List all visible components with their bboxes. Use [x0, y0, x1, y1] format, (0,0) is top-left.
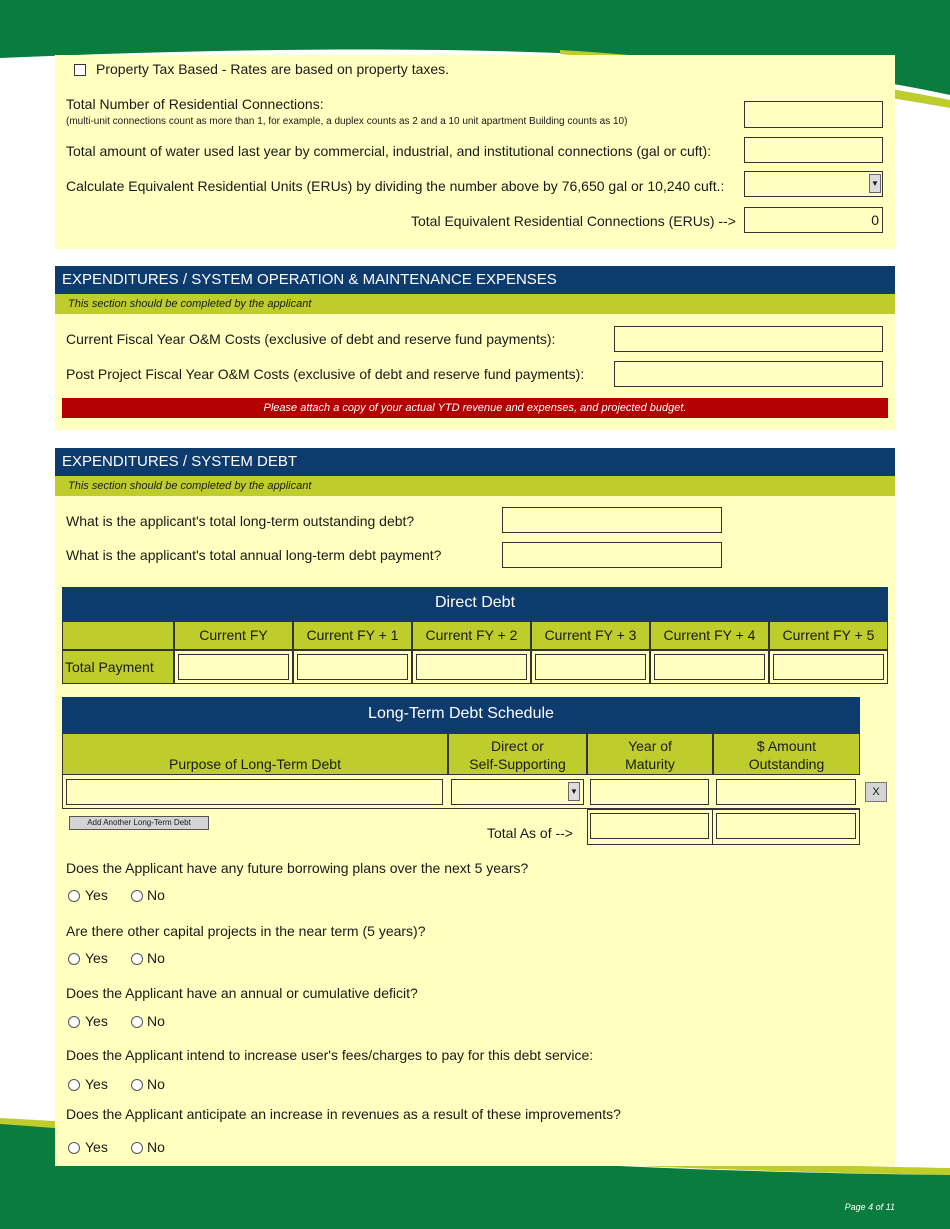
current-om-input[interactable] — [614, 326, 883, 352]
capital-yes-radio[interactable] — [68, 953, 80, 965]
capital-no-label: No — [147, 950, 165, 966]
om-section-subheader: This section should be completed by the applicant — [55, 294, 895, 314]
direct-debt-col-header: Current FY — [174, 621, 293, 650]
question-capital-projects: Are there other capital projects in the near term (5 years)? — [66, 923, 426, 939]
chevron-down-icon[interactable]: ▼ — [568, 782, 580, 801]
direct-debt-row-cell — [174, 650, 293, 684]
residential-connections-note: (multi-unit connections count as more than 1, for example, a duplex counts as 2 and a 10 unit apartment Building counts as 10) — [66, 116, 628, 127]
water-used-input[interactable] — [744, 137, 883, 163]
fees-no-label: No — [147, 1076, 165, 1092]
page-number: Page 4 of 11 — [844, 1202, 895, 1212]
direct-debt-row-cell — [531, 650, 650, 684]
property-tax-label: Property Tax Based - Rates are based on property taxes. — [96, 61, 450, 77]
deficit-yes-radio[interactable] — [68, 1016, 80, 1028]
direct-debt-row-cell — [412, 650, 531, 684]
remove-debt-button[interactable]: X — [865, 782, 887, 802]
total-amount-input[interactable] — [716, 813, 856, 839]
water-used-label: Total amount of water used last year by commercial, industrial, and institutional connections (gal or cuft): — [66, 143, 712, 159]
eru-calc-select[interactable] — [744, 171, 883, 197]
post-om-input[interactable] — [614, 361, 883, 387]
col-year-header — [587, 733, 713, 775]
eru-total-field — [744, 207, 883, 233]
debt-section-subheader: This section should be completed by the applicant — [55, 476, 895, 496]
total-payment-input[interactable] — [297, 654, 408, 680]
residential-connections-label: Total Number of Residential Connections: — [66, 96, 324, 112]
eru-total-value: 0 — [871, 212, 879, 228]
property-tax-checkbox[interactable] — [74, 64, 86, 76]
revenues-no-radio[interactable] — [131, 1142, 143, 1154]
debt-schedule-title: Long-Term Debt Schedule — [62, 697, 860, 733]
post-om-label: Post Project Fiscal Year O&M Costs (exclusive of debt and reserve fund payments): — [66, 366, 585, 382]
annual-debt-input[interactable] — [502, 542, 722, 568]
borrowing-yes-radio[interactable] — [68, 890, 80, 902]
fees-yes-radio[interactable] — [68, 1079, 80, 1091]
annual-debt-label: What is the applicant's total annual long-term debt payment? — [66, 547, 442, 563]
borrowing-no-radio[interactable] — [131, 890, 143, 902]
question-borrowing: Does the Applicant have any future borrowing plans over the next 5 years? — [66, 860, 529, 876]
total-payment-input[interactable] — [773, 654, 884, 680]
capital-no-radio[interactable] — [131, 953, 143, 965]
question-revenues: Does the Applicant anticipate an increase in revenues as a result of these improvements? — [66, 1106, 621, 1122]
col-amount-header — [713, 733, 860, 775]
borrowing-no-label: No — [147, 887, 165, 903]
om-section-header: EXPENDITURES / SYSTEM OPERATION & MAINTENANCE EXPENSES — [55, 266, 895, 294]
add-debt-button[interactable]: Add Another Long-Term Debt — [69, 816, 209, 830]
question-fees: Does the Applicant intend to increase user's fees/charges to pay for this debt service: — [66, 1047, 594, 1063]
direct-debt-col-header: Current FY + 4 — [650, 621, 769, 650]
revenues-no-label: No — [147, 1139, 165, 1155]
debt-maturity-input[interactable] — [590, 779, 709, 805]
debt-purpose-input[interactable] — [66, 779, 443, 805]
total-payment-input[interactable] — [416, 654, 527, 680]
attach-budget-alert: Please attach a copy of your actual YTD revenue and expenses, and projected budget. — [62, 398, 888, 418]
direct-debt-col-header: Current FY + 2 — [412, 621, 531, 650]
borrowing-yes-label: Yes — [85, 887, 108, 903]
deficit-yes-label: Yes — [85, 1013, 108, 1029]
total-payment-input[interactable] — [654, 654, 765, 680]
total-payment-input[interactable] — [178, 654, 289, 680]
deficit-no-label: No — [147, 1013, 165, 1029]
direct-debt-col-header: Current FY + 1 — [293, 621, 412, 650]
total-as-of-label: Total As of --> — [487, 825, 573, 841]
total-row-divider — [712, 809, 713, 845]
col-year-label-1: Year of — [628, 738, 672, 754]
eru-calc-label: Calculate Equivalent Residential Units (ERUs) by dividing the number above by 76,650 gal or 10,240 cuft.: — [66, 178, 725, 194]
total-payment-row-label: Total Payment — [62, 650, 174, 684]
question-deficit: Does the Applicant have an annual or cumulative deficit? — [66, 985, 418, 1001]
chevron-down-icon[interactable]: ▼ — [869, 174, 881, 193]
direct-debt-corner-cell — [62, 621, 174, 650]
direct-debt-title: Direct Debt — [62, 587, 888, 621]
revenues-yes-label: Yes — [85, 1139, 108, 1155]
revenues-yes-radio[interactable] — [68, 1142, 80, 1154]
direct-debt-col-header: Current FY + 3 — [531, 621, 650, 650]
col-purpose-label: Purpose of Long-Term Debt — [169, 756, 341, 772]
residential-connections-input[interactable] — [744, 101, 883, 128]
col-type-label-1: Direct or — [491, 738, 544, 754]
debt-section-header: EXPENDITURES / SYSTEM DEBT — [55, 448, 895, 476]
col-amount-label-1: $ Amount — [756, 738, 817, 754]
total-payment-input[interactable] — [535, 654, 646, 680]
fees-yes-label: Yes — [85, 1076, 108, 1092]
outstanding-debt-label: What is the applicant's total long-term outstanding debt? — [66, 513, 415, 529]
debt-type-select[interactable] — [451, 779, 584, 805]
col-purpose-header — [62, 733, 448, 775]
direct-debt-row-cell — [293, 650, 412, 684]
direct-debt-col-header: Current FY + 5 — [769, 621, 888, 650]
col-type-label-2: Self-Supporting — [469, 756, 566, 772]
col-type-header — [448, 733, 587, 775]
col-year-label-2: Maturity — [625, 756, 675, 772]
current-om-label: Current Fiscal Year O&M Costs (exclusive of debt and reserve fund payments): — [66, 331, 556, 347]
outstanding-debt-input[interactable] — [502, 507, 722, 533]
col-amount-label-2: Outstanding — [748, 756, 825, 772]
total-maturity-input[interactable] — [590, 813, 709, 839]
direct-debt-row-cell — [769, 650, 888, 684]
fees-no-radio[interactable] — [131, 1079, 143, 1091]
capital-yes-label: Yes — [85, 950, 108, 966]
deficit-no-radio[interactable] — [131, 1016, 143, 1028]
debt-amount-input[interactable] — [716, 779, 856, 805]
eru-total-label: Total Equivalent Residential Connections (ERUs) --> — [411, 213, 736, 229]
direct-debt-row-cell — [650, 650, 769, 684]
